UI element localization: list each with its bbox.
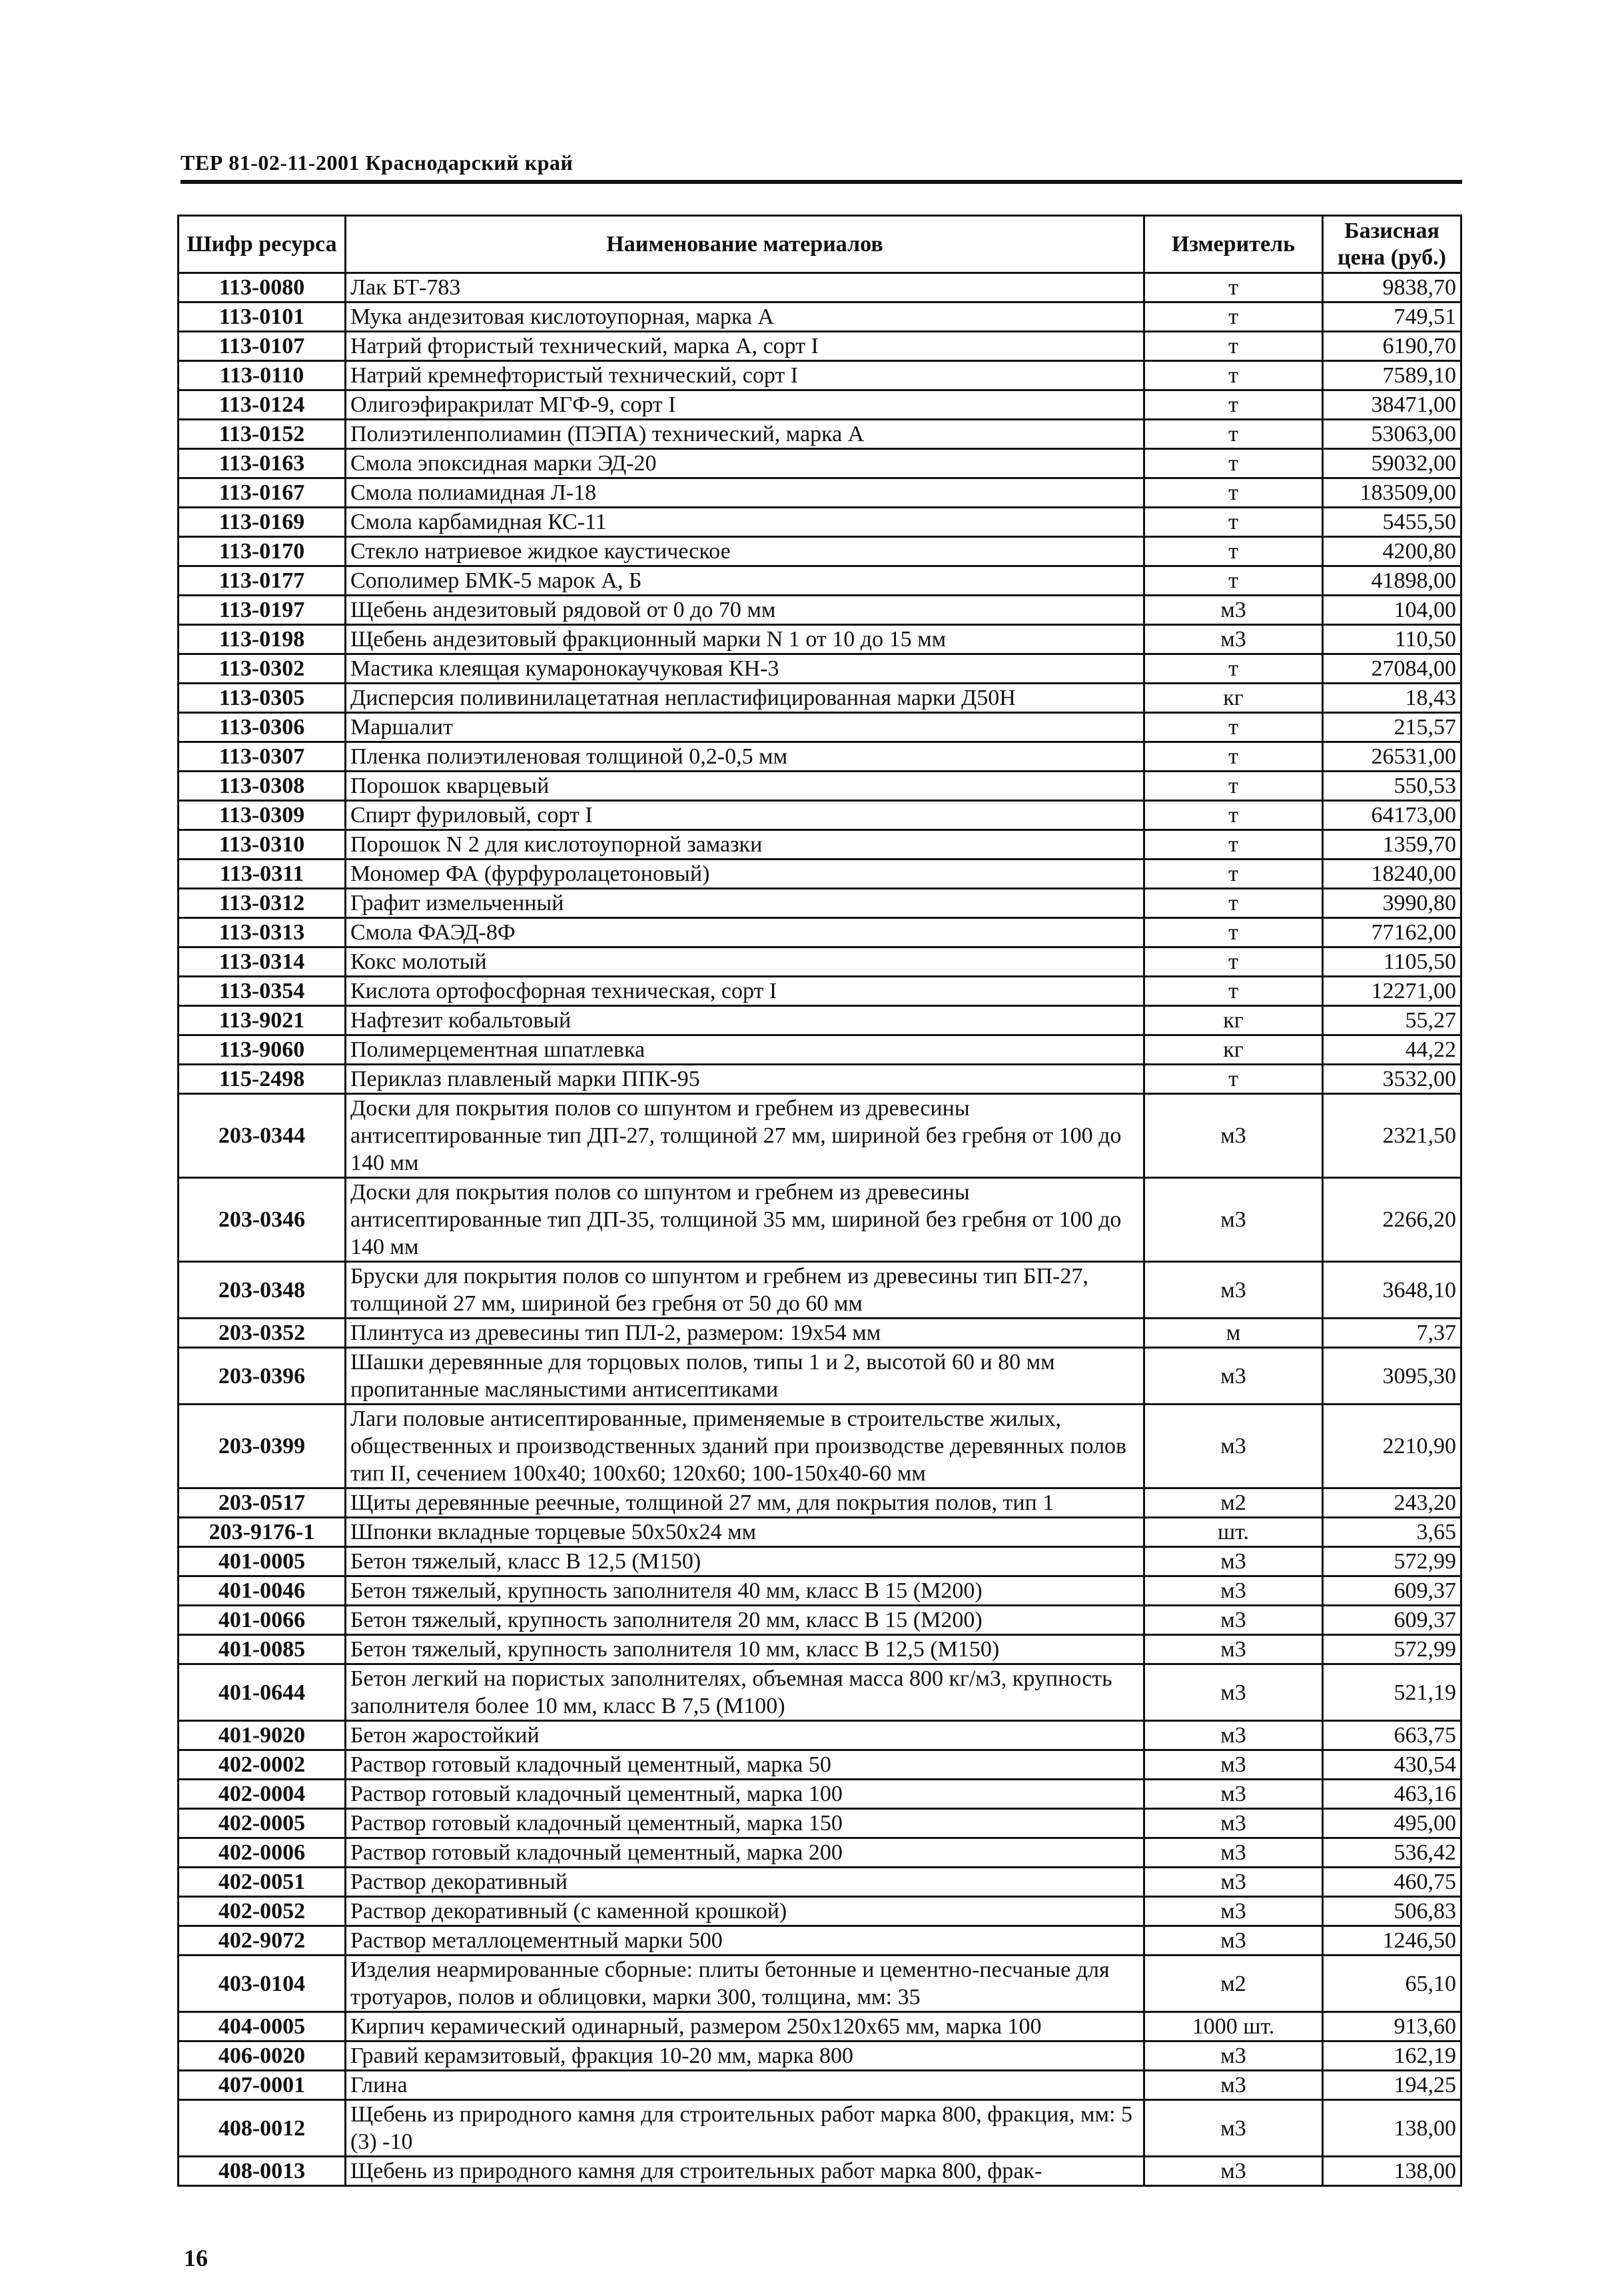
cell-name: Порошок N 2 для кислотоупорной замазки: [346, 830, 1144, 860]
cell-code: 113-0306: [179, 713, 346, 742]
cell-code: 113-0312: [179, 889, 346, 918]
cell-price: 59032,00: [1323, 449, 1461, 478]
table-row: [179, 302, 1461, 332]
cell-code: 113-0110: [179, 361, 346, 390]
cell-unit: м3: [1144, 1547, 1323, 1576]
table-row: [179, 1006, 1461, 1035]
table-row: [179, 1635, 1461, 1664]
cell-unit: м3: [1144, 625, 1323, 654]
cell-unit: м3: [1144, 1868, 1323, 1897]
cell-unit: м3: [1144, 2041, 1323, 2071]
cell-unit: т: [1144, 566, 1323, 596]
table-row: [179, 772, 1461, 801]
cell-unit: т: [1144, 478, 1323, 508]
cell-unit: м3: [1144, 1664, 1323, 1721]
cell-name: Бруски для покрытия полов со шпунтом и гребнем из древесины тип БП-27, толщиной 27 мм, шириной без гребня от 50 до 60 мм: [346, 1262, 1144, 1319]
cell-price: 7,37: [1323, 1319, 1461, 1348]
cell-name: Щебень из природного камня для строительных работ марка 800, фрак-: [346, 2157, 1144, 2186]
cell-name: Щебень андезитовый фракционный марки N 1 от 10 до 15 мм: [346, 625, 1144, 654]
cell-unit: м3: [1144, 1897, 1323, 1926]
cell-name: Раствор декоративный (с каменной крошкой): [346, 1897, 1144, 1926]
cell-price: 430,54: [1323, 1750, 1461, 1780]
cell-price: 1359,70: [1323, 830, 1461, 860]
cell-code: 113-0167: [179, 478, 346, 508]
cell-code: 113-0311: [179, 860, 346, 889]
cell-unit: т: [1144, 947, 1323, 977]
cell-price: 3095,30: [1323, 1348, 1461, 1405]
cell-price: 183509,00: [1323, 478, 1461, 508]
cell-code: 402-0006: [179, 1838, 346, 1868]
cell-code: 113-0307: [179, 742, 346, 772]
cell-code: 113-9060: [179, 1035, 346, 1065]
cell-price: 3532,00: [1323, 1065, 1461, 1094]
table-row: [179, 2012, 1461, 2041]
column-header-unit: Измеритель: [1144, 216, 1323, 273]
cell-price: 215,57: [1323, 713, 1461, 742]
cell-code: 407-0001: [179, 2071, 346, 2100]
cell-price: 104,00: [1323, 596, 1461, 625]
cell-name: Плинтуса из древесины тип ПЛ-2, размером: 19x54 мм: [346, 1319, 1144, 1348]
cell-code: 203-0399: [179, 1405, 346, 1488]
cell-code: 203-0348: [179, 1262, 346, 1319]
cell-price: 4200,80: [1323, 537, 1461, 566]
cell-name: Смола ФАЭД-8Ф: [346, 918, 1144, 947]
cell-price: 5455,50: [1323, 508, 1461, 537]
cell-code: 401-0046: [179, 1576, 346, 1606]
cell-price: 609,37: [1323, 1576, 1461, 1606]
cell-name: Спирт фуриловый, сорт I: [346, 801, 1144, 830]
cell-unit: м2: [1144, 1956, 1323, 2012]
cell-name: Стекло натриевое жидкое каустическое: [346, 537, 1144, 566]
cell-code: 113-0101: [179, 302, 346, 332]
cell-unit: т: [1144, 801, 1323, 830]
cell-name: Кислота ортофосфорная техническая, сорт I: [346, 977, 1144, 1006]
cell-code: 401-0066: [179, 1606, 346, 1635]
cell-price: 3648,10: [1323, 1262, 1461, 1319]
cell-price: 53063,00: [1323, 420, 1461, 449]
cell-unit: м: [1144, 1319, 1323, 1348]
table-row: [179, 1405, 1461, 1488]
table-row: [179, 684, 1461, 713]
cell-price: 6190,70: [1323, 332, 1461, 361]
cell-code: 113-0310: [179, 830, 346, 860]
cell-price: 913,60: [1323, 2012, 1461, 2041]
cell-price: 1105,50: [1323, 947, 1461, 977]
cell-unit: м3: [1144, 1809, 1323, 1838]
cell-code: 113-0305: [179, 684, 346, 713]
cell-unit: м3: [1144, 1576, 1323, 1606]
column-header-code: Шифр ресурса: [179, 216, 346, 273]
table-row: [179, 478, 1461, 508]
cell-name: Бетон тяжелый, крупность заполнителя 40 мм, класс В 15 (М200): [346, 1576, 1144, 1606]
column-header-price: Базисная цена (руб.): [1323, 216, 1461, 273]
cell-code: 115-2498: [179, 1065, 346, 1094]
cell-price: 495,00: [1323, 1809, 1461, 1838]
table-row: [179, 1319, 1461, 1348]
cell-code: 113-0163: [179, 449, 346, 478]
table-row: [179, 860, 1461, 889]
cell-unit: т: [1144, 918, 1323, 947]
cell-name: Кирпич керамический одинарный, размером 250x120x65 мм, марка 100: [346, 2012, 1144, 2041]
cell-code: 113-0177: [179, 566, 346, 596]
table-row: [179, 566, 1461, 596]
cell-price: 3,65: [1323, 1518, 1461, 1547]
cell-name: Раствор готовый кладочный цементный, марка 200: [346, 1838, 1144, 1868]
cell-price: 26531,00: [1323, 742, 1461, 772]
cell-price: 110,50: [1323, 625, 1461, 654]
cell-unit: м3: [1144, 2100, 1323, 2157]
cell-code: 402-0005: [179, 1809, 346, 1838]
cell-unit: кг: [1144, 1035, 1323, 1065]
cell-code: 113-0308: [179, 772, 346, 801]
table-row: [179, 1035, 1461, 1065]
cell-name: Натрий фтористый технический, марка А, сорт I: [346, 332, 1144, 361]
page-header-title: ТЕР 81-02-11-2001 Краснодарский край: [181, 151, 574, 175]
cell-unit: м3: [1144, 1721, 1323, 1750]
cell-unit: м2: [1144, 1488, 1323, 1518]
cell-name: Шпонки вкладные торцевые 50x50x24 мм: [346, 1518, 1144, 1547]
cell-name: Смола карбамидная КС-11: [346, 508, 1144, 537]
cell-unit: т: [1144, 302, 1323, 332]
cell-price: 506,83: [1323, 1897, 1461, 1926]
cell-unit: кг: [1144, 684, 1323, 713]
cell-code: 402-0002: [179, 1750, 346, 1780]
cell-unit: т: [1144, 332, 1323, 361]
cell-unit: т: [1144, 508, 1323, 537]
column-header-name: Наименование материалов: [346, 216, 1144, 273]
table-row: [179, 2100, 1461, 2157]
cell-code: 113-0198: [179, 625, 346, 654]
cell-price: 18240,00: [1323, 860, 1461, 889]
cell-name: Доски для покрытия полов со шпунтом и гребнем из древесины антисептированные тип ДП-35, толщиной 35 мм, шириной без гребня от 100 до 140 мм: [346, 1178, 1144, 1262]
cell-name: Маршалит: [346, 713, 1144, 742]
table-row: [179, 713, 1461, 742]
cell-name: Щиты деревянные реечные, толщиной 27 мм, для покрытия полов, тип 1: [346, 1488, 1144, 1518]
table-row: [179, 361, 1461, 390]
table-row: [179, 1518, 1461, 1547]
cell-code: 203-0352: [179, 1319, 346, 1348]
cell-unit: шт.: [1144, 1518, 1323, 1547]
table-row: [179, 1838, 1461, 1868]
cell-unit: т: [1144, 860, 1323, 889]
table-row: [179, 1809, 1461, 1838]
cell-unit: м3: [1144, 1405, 1323, 1488]
table-row: [179, 918, 1461, 947]
cell-price: 2321,50: [1323, 1094, 1461, 1178]
cell-name: Гравий керамзитовый, фракция 10-20 мм, марка 800: [346, 2041, 1144, 2071]
cell-name: Периклаз плавленый марки ППК-95: [346, 1065, 1144, 1094]
table-row: [179, 1576, 1461, 1606]
cell-price: 7589,10: [1323, 361, 1461, 390]
cell-unit: м3: [1144, 1780, 1323, 1809]
table-row: [179, 1868, 1461, 1897]
cell-name: Бетон тяжелый, крупность заполнителя 20 мм, класс В 15 (М200): [346, 1606, 1144, 1635]
table-row: [179, 1094, 1461, 1178]
table-row: [179, 1262, 1461, 1319]
table-row: [179, 1664, 1461, 1721]
cell-name: Смола полиамидная Л-18: [346, 478, 1144, 508]
cell-name: Бетон тяжелый, класс В 12,5 (М150): [346, 1547, 1144, 1576]
cell-name: Глина: [346, 2071, 1144, 2100]
cell-name: Сополимер БМК-5 марок А, Б: [346, 566, 1144, 596]
cell-unit: т: [1144, 420, 1323, 449]
cell-code: 404-0005: [179, 2012, 346, 2041]
table-row: [179, 1926, 1461, 1956]
cell-code: 113-0354: [179, 977, 346, 1006]
cell-name: Натрий кремнефтористый технический, сорт I: [346, 361, 1144, 390]
table-row: [179, 537, 1461, 566]
cell-unit: м3: [1144, 1178, 1323, 1262]
table-row: [179, 2157, 1461, 2186]
table-row: [179, 1780, 1461, 1809]
cell-unit: м3: [1144, 1606, 1323, 1635]
cell-unit: т: [1144, 449, 1323, 478]
cell-price: 44,22: [1323, 1035, 1461, 1065]
cell-unit: т: [1144, 830, 1323, 860]
cell-name: Смола эпоксидная марки ЭД-20: [346, 449, 1144, 478]
cell-code: 113-0302: [179, 654, 346, 684]
cell-unit: т: [1144, 889, 1323, 918]
cell-price: 138,00: [1323, 2100, 1461, 2157]
cell-unit: т: [1144, 390, 1323, 420]
cell-code: 402-0051: [179, 1868, 346, 1897]
cell-name: Мономер ФА (фурфуролацетоновый): [346, 860, 1144, 889]
cell-unit: м3: [1144, 2071, 1323, 2100]
cell-price: 572,99: [1323, 1547, 1461, 1576]
cell-unit: т: [1144, 977, 1323, 1006]
cell-code: 408-0013: [179, 2157, 346, 2186]
cell-name: Раствор готовый кладочный цементный, марка 50: [346, 1750, 1144, 1780]
cell-name: Бетон жаростойкий: [346, 1721, 1144, 1750]
cell-code: 113-0107: [179, 332, 346, 361]
cell-price: 18,43: [1323, 684, 1461, 713]
table-row: [179, 1065, 1461, 1094]
cell-unit: т: [1144, 273, 1323, 302]
cell-code: 113-0080: [179, 273, 346, 302]
cell-name: Полиэтиленполиамин (ПЭПА) технический, марка А: [346, 420, 1144, 449]
cell-name: Нафтезит кобальтовый: [346, 1006, 1144, 1035]
table-row: [179, 1547, 1461, 1576]
cell-code: 203-0517: [179, 1488, 346, 1518]
cell-name: Пленка полиэтиленовая толщиной 0,2-0,5 мм: [346, 742, 1144, 772]
materials-price-table: [177, 215, 1462, 2187]
table-body: [179, 273, 1461, 2186]
cell-code: 406-0020: [179, 2041, 346, 2071]
table-row: [179, 273, 1461, 302]
cell-name: Бетон легкий на пористых заполнителях, объемная масса 800 кг/м3, крупность заполнителя более 10 мм, класс В 7,5 (М100): [346, 1664, 1144, 1721]
cell-unit: т: [1144, 772, 1323, 801]
table-row: [179, 1956, 1461, 2012]
table-row: [179, 1721, 1461, 1750]
cell-code: 113-0152: [179, 420, 346, 449]
table-row: [179, 332, 1461, 361]
cell-code: 402-9072: [179, 1926, 346, 1956]
cell-name: Порошок кварцевый: [346, 772, 1144, 801]
cell-unit: м3: [1144, 1926, 1323, 1956]
cell-code: 203-0344: [179, 1094, 346, 1178]
table-row: [179, 420, 1461, 449]
table-row: [179, 889, 1461, 918]
cell-price: 2266,20: [1323, 1178, 1461, 1262]
table-row: [179, 1750, 1461, 1780]
cell-code: 113-0169: [179, 508, 346, 537]
cell-price: 243,20: [1323, 1488, 1461, 1518]
cell-name: Раствор декоративный: [346, 1868, 1144, 1897]
cell-name: Раствор металлоцементный марки 500: [346, 1926, 1144, 1956]
cell-price: 460,75: [1323, 1868, 1461, 1897]
cell-code: 408-0012: [179, 2100, 346, 2157]
cell-code: 203-0396: [179, 1348, 346, 1405]
table-row: [179, 1348, 1461, 1405]
cell-name: Лак БТ-783: [346, 273, 1144, 302]
cell-code: 401-0085: [179, 1635, 346, 1664]
cell-price: 194,25: [1323, 2071, 1461, 2100]
cell-unit: м3: [1144, 1750, 1323, 1780]
cell-code: 402-0052: [179, 1897, 346, 1926]
cell-unit: м3: [1144, 2157, 1323, 2186]
cell-unit: т: [1144, 713, 1323, 742]
cell-name: Кокс молотый: [346, 947, 1144, 977]
cell-code: 113-0170: [179, 537, 346, 566]
cell-price: 55,27: [1323, 1006, 1461, 1035]
cell-unit: м3: [1144, 1348, 1323, 1405]
cell-name: Щебень андезитовый рядовой от 0 до 70 мм: [346, 596, 1144, 625]
cell-name: Мастика клеящая кумаронокаучуковая КН-3: [346, 654, 1144, 684]
cell-name: Щебень из природного камня для строительных работ марка 800, фракция, мм: 5 (3) -10: [346, 2100, 1144, 2157]
cell-name: Графит измельченный: [346, 889, 1144, 918]
cell-unit: т: [1144, 361, 1323, 390]
cell-code: 113-0124: [179, 390, 346, 420]
cell-unit: м3: [1144, 1094, 1323, 1178]
cell-unit: т: [1144, 1065, 1323, 1094]
table-row: [179, 742, 1461, 772]
cell-price: 3990,80: [1323, 889, 1461, 918]
cell-price: 64173,00: [1323, 801, 1461, 830]
cell-code: 402-0004: [179, 1780, 346, 1809]
cell-price: 749,51: [1323, 302, 1461, 332]
cell-name: Доски для покрытия полов со шпунтом и гребнем из древесины антисептированные тип ДП-27, толщиной 27 мм, шириной без гребня от 100 до 140 мм: [346, 1094, 1144, 1178]
cell-code: 401-0644: [179, 1664, 346, 1721]
cell-unit: м3: [1144, 596, 1323, 625]
table-row: [179, 449, 1461, 478]
cell-code: 401-9020: [179, 1721, 346, 1750]
table-row: [179, 2041, 1461, 2071]
cell-unit: 1000 шт.: [1144, 2012, 1323, 2041]
table-row: [179, 508, 1461, 537]
table-row: [179, 1897, 1461, 1926]
cell-code: 203-9176-1: [179, 1518, 346, 1547]
table-row: [179, 830, 1461, 860]
cell-name: Изделия неармированные сборные: плиты бетонные и цементно-песчаные для тротуаров, полов и облицовки, марки 300, толщина, мм: 35: [346, 1956, 1144, 2012]
cell-code: 113-9021: [179, 1006, 346, 1035]
cell-price: 162,19: [1323, 2041, 1461, 2071]
table-row: [179, 977, 1461, 1006]
cell-name: Бетон тяжелый, крупность заполнителя 10 мм, класс В 12,5 (М150): [346, 1635, 1144, 1664]
cell-name: Раствор готовый кладочный цементный, марка 150: [346, 1809, 1144, 1838]
cell-code: 113-0313: [179, 918, 346, 947]
cell-code: 113-0314: [179, 947, 346, 977]
cell-price: 138,00: [1323, 2157, 1461, 2186]
cell-price: 1246,50: [1323, 1926, 1461, 1956]
cell-price: 27084,00: [1323, 654, 1461, 684]
cell-unit: м3: [1144, 1635, 1323, 1664]
table-row: [179, 654, 1461, 684]
cell-price: 9838,70: [1323, 273, 1461, 302]
table-row: [179, 1488, 1461, 1518]
cell-unit: м3: [1144, 1262, 1323, 1319]
page-number: 16: [184, 2245, 208, 2271]
cell-code: 113-0309: [179, 801, 346, 830]
cell-price: 2210,90: [1323, 1405, 1461, 1488]
table-row: [179, 801, 1461, 830]
cell-price: 65,10: [1323, 1956, 1461, 2012]
table-row: [179, 947, 1461, 977]
table-row: [179, 596, 1461, 625]
cell-name: Лаги половые антисептированные, применяемые в строительстве жилых, общественных и производственных зданий при производстве деревянных полов тип II, сечением 100x40; 100x60; 120x60; 100-150x40-60 мм: [346, 1405, 1144, 1488]
cell-name: Шашки деревянные для торцовых полов, типы 1 и 2, высотой 60 и 80 мм пропитанные масляныстими антисептиками: [346, 1348, 1144, 1405]
cell-code: 113-0197: [179, 596, 346, 625]
header-divider: [181, 180, 1462, 184]
cell-name: Раствор готовый кладочный цементный, марка 100: [346, 1780, 1144, 1809]
cell-price: 41898,00: [1323, 566, 1461, 596]
cell-price: 521,19: [1323, 1664, 1461, 1721]
cell-name: Дисперсия поливинилацетатная непластифицированная марки Д50Н: [346, 684, 1144, 713]
table-row: [179, 1178, 1461, 1262]
table-header-row: [179, 216, 1461, 273]
cell-price: 550,53: [1323, 772, 1461, 801]
cell-price: 572,99: [1323, 1635, 1461, 1664]
cell-price: 536,42: [1323, 1838, 1461, 1868]
cell-price: 12271,00: [1323, 977, 1461, 1006]
cell-unit: м3: [1144, 1838, 1323, 1868]
table-row: [179, 1606, 1461, 1635]
cell-name: Полимерцементная шпатлевка: [346, 1035, 1144, 1065]
cell-unit: кг: [1144, 1006, 1323, 1035]
cell-unit: т: [1144, 654, 1323, 684]
cell-price: 463,16: [1323, 1780, 1461, 1809]
cell-code: 203-0346: [179, 1178, 346, 1262]
cell-price: 663,75: [1323, 1721, 1461, 1750]
cell-name: Олигоэфиракрилат МГФ-9, сорт I: [346, 390, 1144, 420]
cell-price: 38471,00: [1323, 390, 1461, 420]
cell-name: Мука андезитовая кислотоупорная, марка А: [346, 302, 1144, 332]
cell-price: 77162,00: [1323, 918, 1461, 947]
cell-code: 401-0005: [179, 1547, 346, 1576]
cell-unit: т: [1144, 742, 1323, 772]
table-row: [179, 390, 1461, 420]
table-row: [179, 625, 1461, 654]
cell-unit: т: [1144, 537, 1323, 566]
cell-price: 609,37: [1323, 1606, 1461, 1635]
table-row: [179, 2071, 1461, 2100]
cell-code: 403-0104: [179, 1956, 346, 2012]
